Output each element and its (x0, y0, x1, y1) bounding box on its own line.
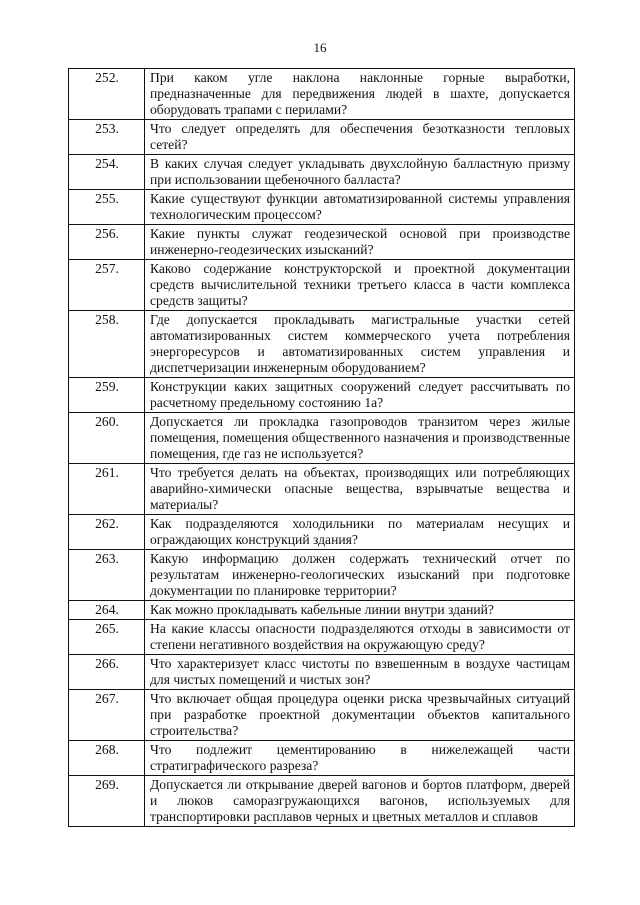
table-row (69, 225, 575, 260)
table-row (69, 69, 575, 120)
question-number: 269. (69, 776, 145, 827)
table-row (69, 155, 575, 190)
questions-table (68, 68, 575, 827)
table-row (69, 190, 575, 225)
table-row (69, 413, 575, 464)
question-text: Как подразделяются холодильники по материалам несущих и ограждающих конструкций здания? (145, 515, 575, 550)
table-row (69, 655, 575, 690)
question-number: 253. (69, 120, 145, 155)
question-number: 258. (69, 311, 145, 378)
question-number: 267. (69, 690, 145, 741)
question-text: Каково содержание конструкторской и проектной документации средств вычислительной техники третьего класса в части комплекса средств защиты? (145, 260, 575, 311)
question-number: 260. (69, 413, 145, 464)
question-number: 256. (69, 225, 145, 260)
page-number: 16 (313, 40, 327, 55)
question-text: Какую информацию должен содержать технический отчет по результатам инженерно-геологических изысканий при подготовке документации по планировке территории? (145, 550, 575, 601)
question-text: Где допускается прокладывать магистральные участки сетей автоматизированных систем коммерческого учета потребления энергоресурсов и автоматизированных систем управления и диспетчеризации инженерным оборудованием? (145, 311, 575, 378)
question-number: 265. (69, 620, 145, 655)
question-text: Что требуется делать на объектах, производящих или потребляющих аварийно-химически опасные вещества, взрывчатые вещества и материалы? (145, 464, 575, 515)
table-row (69, 378, 575, 413)
question-text: Конструкции каких защитных сооружений следует рассчитывать по расчетному предельному состоянию 1а? (145, 378, 575, 413)
question-number: 252. (69, 69, 145, 120)
table-row (69, 776, 575, 827)
question-number: 259. (69, 378, 145, 413)
question-text: В каких случая следует укладывать двухслойную балластную призму при использовании щебеночного балласта? (145, 155, 575, 190)
question-text: Допускается ли открывание дверей вагонов и бортов платформ, дверей и люков саморазгружающихся вагонов, используемых для транспортировки расплавов черных и цветных металлов и сплавов (145, 776, 575, 827)
question-number: 257. (69, 260, 145, 311)
table-row (69, 311, 575, 378)
question-text: Какие существуют функции автоматизированной системы управления технологическим процессом? (145, 190, 575, 225)
question-text: Как можно прокладывать кабельные линии внутри зданий? (145, 601, 575, 620)
table-row (69, 741, 575, 776)
table-row (69, 620, 575, 655)
question-number: 264. (69, 601, 145, 620)
question-number: 254. (69, 155, 145, 190)
question-text: При каком угле наклона наклонные горные выработки, предназначенные для передвижения людей в шахте, допускается оборудовать трапами с перилами? (145, 69, 575, 120)
question-text: Что подлежит цементированию в нижележащей части стратиграфического разреза? (145, 741, 575, 776)
question-text: На какие классы опасности подразделяются отходы в зависимости от степени негативного воздействия на окружающую среду? (145, 620, 575, 655)
question-number: 266. (69, 655, 145, 690)
question-text: Что следует определять для обеспечения безотказности тепловых сетей? (145, 120, 575, 155)
table-row (69, 120, 575, 155)
question-number: 262. (69, 515, 145, 550)
table-row (69, 464, 575, 515)
question-text: Какие пункты служат геодезической основой при производстве инженерно-геодезических изысканий? (145, 225, 575, 260)
table-row (69, 550, 575, 601)
question-number: 255. (69, 190, 145, 225)
question-number: 261. (69, 464, 145, 515)
table-row (69, 690, 575, 741)
table-row (69, 601, 575, 620)
question-number: 263. (69, 550, 145, 601)
table-row (69, 260, 575, 311)
question-text: Допускается ли прокладка газопроводов транзитом через жилые помещения, помещения общественного назначения и производственные помещения, где газ не используется? (145, 413, 575, 464)
table-row (69, 515, 575, 550)
question-text: Что включает общая процедура оценки риска чрезвычайных ситуаций при разработке проектной документации объектов капитального строительства? (145, 690, 575, 741)
question-text: Что характеризует класс чистоты по взвешенным в воздухе частицам для чистых помещений и чистых зон? (145, 655, 575, 690)
question-number: 268. (69, 741, 145, 776)
